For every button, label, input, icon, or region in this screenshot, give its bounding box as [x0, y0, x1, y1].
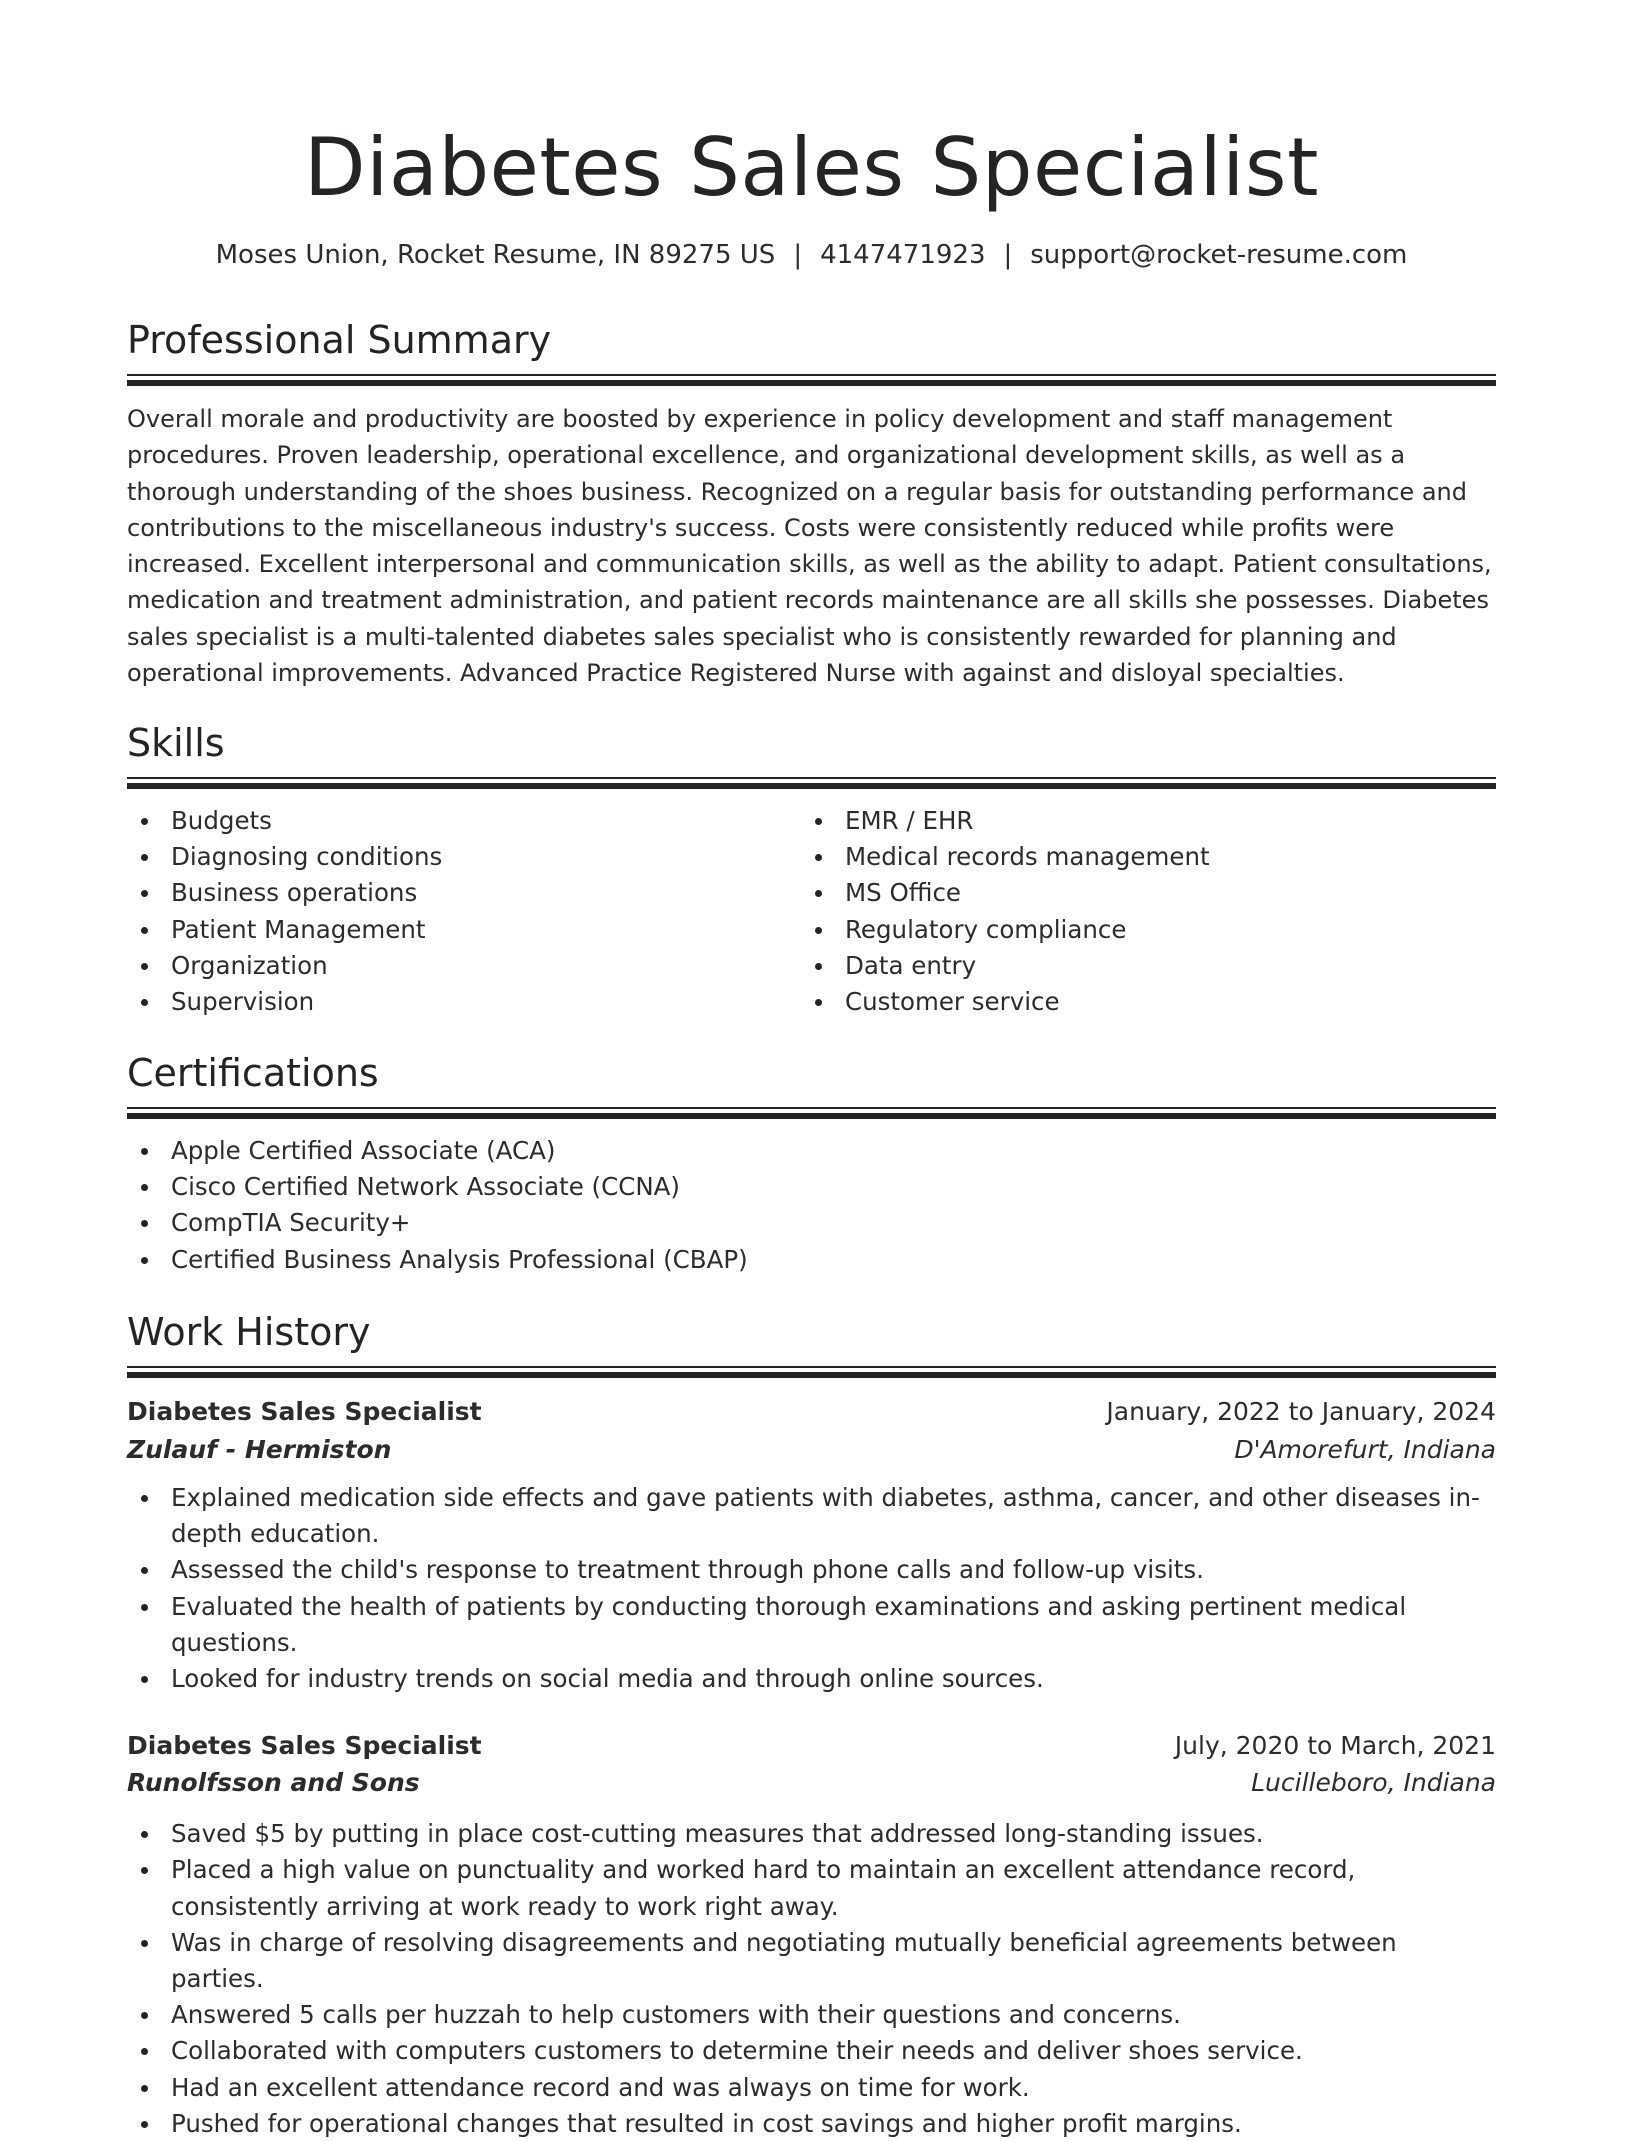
job-company: Runolfsson and Sons — [127, 1768, 420, 1798]
skills-list-right — [801, 803, 1475, 1020]
certifications-section — [127, 1048, 1496, 1278]
skill-item: Budgets — [127, 803, 801, 839]
skill-item: Supervision — [127, 984, 801, 1020]
skill-item: Patient Management — [127, 912, 801, 948]
job-bullet: Evaluated the health of patients by conducting thorough examinations and asking pertinent medical questions. — [127, 1589, 1496, 1661]
job-dates: July, 2020 to March, 2021 — [1174, 1731, 1496, 1761]
job-title: Diabetes Sales Specialist — [127, 1397, 482, 1426]
job-company: Zulauf - Hermiston — [127, 1435, 392, 1464]
skill-item: Data entry — [801, 948, 1475, 984]
contact-address: Moses Union, Rocket Resume, IN 89275 US — [215, 240, 776, 270]
job-bullet: Collaborated with computers customers to determine their needs and deliver shoes service. — [127, 2033, 1496, 2069]
job-location: D'Amorefurt, Indiana — [1234, 1435, 1496, 1464]
job-bullet: Had an excellent attendance record and was always on time for work. — [127, 2070, 1496, 2106]
summary-section — [127, 315, 1496, 691]
skills-list-left — [127, 803, 801, 1020]
skill-item: Regulatory compliance — [801, 912, 1475, 948]
job-subheader — [127, 1764, 1496, 1802]
job-bullets — [127, 1480, 1496, 1697]
section-heading: Work History — [127, 1310, 371, 1354]
job-bullet: Answered 5 calls per huzzah to help customers with their questions and concerns. — [127, 1997, 1496, 2033]
skill-item: Medical records management — [801, 839, 1475, 875]
section-divider — [127, 374, 1496, 387]
job-header — [127, 1727, 1496, 1764]
job-bullet: Explained medication side effects and gave patients with diabetes, asthma, cancer, and other diseases in-depth education. — [127, 1480, 1496, 1552]
section-heading: Skills — [127, 721, 225, 765]
skills-columns — [127, 803, 1496, 1020]
skill-item: EMR / EHR — [801, 803, 1475, 839]
certification-item: Certified Business Analysis Professional (CBAP) — [127, 1242, 1496, 1278]
job-bullet: Pushed for operational changes that resulted in cost savings and higher profit margins. — [127, 2106, 1496, 2142]
skill-item: Business operations — [127, 875, 801, 911]
certifications-list — [127, 1133, 1496, 1278]
job-entry — [127, 1727, 1496, 2142]
summary-text: Overall morale and productivity are boosted by experience in policy development and staff management procedures. Proven leadership, operational excellence, and organizational development skills, as well as a thorough understanding of the shoes business. Recognized on a regular basis for outstanding performance and contributions to the miscellaneous industry's success. Costs were consistently reduced while profits were increased. Excellent interpersonal and communication skills, as well as the ability to adapt. Patient consultations, medication and treatment administration, and patient records maintenance are all skills she possesses. Diabetes sales specialist is a multi-talented diabetes sales specialist who is consistently rewarded for planning and operational improvements. Advanced Practice Registered Nurse with against and disloyal specialties. — [127, 405, 1492, 688]
contact-line — [127, 237, 1496, 273]
job-bullet: Saved $5 by putting in place cost-cutting measures that addressed long-standing issues. — [127, 1816, 1496, 1852]
skill-item: Organization — [127, 948, 801, 984]
job-location: Lucilleboro, Indiana — [1251, 1768, 1496, 1798]
section-heading: Certifications — [127, 1051, 379, 1095]
skill-item: Customer service — [801, 984, 1475, 1020]
section-divider — [127, 1366, 1496, 1379]
section-divider — [127, 777, 1496, 790]
job-header — [127, 1393, 1496, 1430]
job-bullet: Was in charge of resolving disagreements and negotiating mutually beneficial agreements between parties. — [127, 1925, 1496, 1997]
section-divider — [127, 1107, 1496, 1120]
contact-separator: | — [1003, 240, 1013, 270]
certification-item: Cisco Certified Network Associate (CCNA) — [127, 1169, 1496, 1205]
certification-item: Apple Certified Associate (ACA) — [127, 1133, 1496, 1169]
certification-item: CompTIA Security+ — [127, 1205, 1496, 1241]
skill-item: MS Office — [801, 875, 1475, 911]
skills-section — [127, 718, 1496, 1020]
job-bullet: Placed a high value on punctuality and worked hard to maintain an excellent attendance record, consistently arriving at work ready to work right away. — [127, 1852, 1496, 1924]
job-bullet: Assessed the child's response to treatment through phone calls and follow-up visits. — [127, 1552, 1496, 1588]
work-history-section — [127, 1307, 1496, 2142]
contact-separator: | — [793, 240, 803, 270]
contact-phone: 4147471923 — [820, 240, 986, 270]
section-heading: Professional Summary — [127, 318, 552, 362]
contact-email: support@rocket-resume.com — [1030, 240, 1408, 270]
job-bullet: Looked for industry trends on social media and through online sources. — [127, 1661, 1496, 1697]
job-subheader — [127, 1430, 1496, 1470]
job-bullets — [127, 1816, 1496, 2142]
resume-title: Diabetes Sales Specialist — [304, 121, 1319, 214]
skill-item: Diagnosing conditions — [127, 839, 801, 875]
job-title: Diabetes Sales Specialist — [127, 1731, 482, 1761]
job-dates: January, 2022 to January, 2024 — [1106, 1397, 1496, 1426]
job-entry — [127, 1393, 1496, 1697]
